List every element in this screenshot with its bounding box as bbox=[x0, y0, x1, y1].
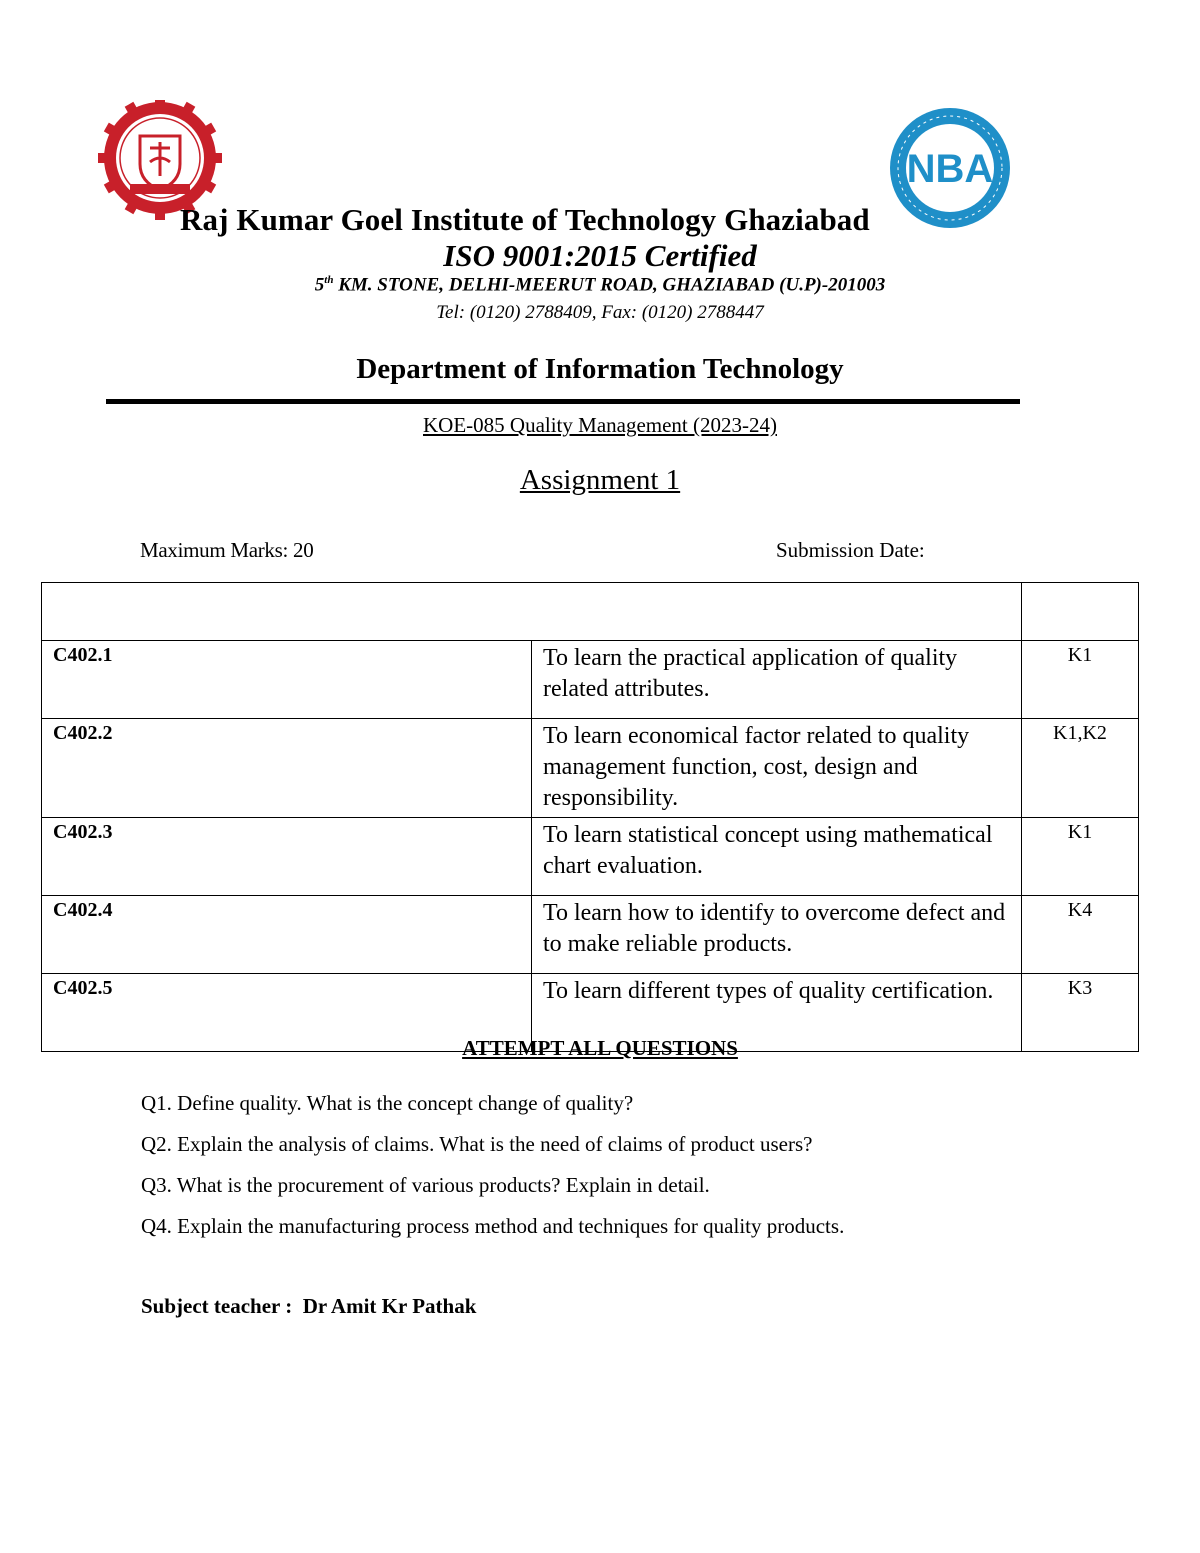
subject-teacher: Subject teacher : Dr Amit Kr Pathak bbox=[141, 1294, 477, 1318]
course-outcomes-table bbox=[41, 582, 1139, 1052]
outcome-code: C402.4 bbox=[42, 896, 532, 974]
table-row bbox=[42, 641, 1139, 719]
table-header-level-cell bbox=[1022, 583, 1139, 641]
institute-name: Raj Kumar Goel Institute of Technology Ghaziabad bbox=[180, 202, 870, 237]
outcome-level: K1 bbox=[1022, 818, 1139, 896]
table-header-cell bbox=[42, 583, 1022, 641]
table-row bbox=[42, 818, 1139, 896]
outcome-level: K1 bbox=[1022, 641, 1139, 719]
contact-numbers: Tel: (0120) 2788409, Fax: (0120) 2788447 bbox=[436, 302, 764, 323]
outcome-code: C402.2 bbox=[42, 719, 532, 818]
table-row bbox=[42, 719, 1139, 818]
institute-address: 5th KM. STONE, DELHI-MEERUT ROAD, GHAZIABAD (U.P)-201003 bbox=[314, 274, 886, 296]
question-2: Q2. Explain the analysis of claims. What is the need of claims of product users? bbox=[141, 1132, 813, 1156]
question-3: Q3. What is the procurement of various products? Explain in detail. bbox=[141, 1173, 710, 1197]
department-title: Department of Information Technology bbox=[356, 353, 844, 385]
header-divider bbox=[106, 399, 1020, 404]
outcome-code: C402.1 bbox=[42, 641, 532, 719]
outcome-description: To learn the practical application of quality related attributes. bbox=[532, 641, 1022, 719]
course-title: KOE-085 Quality Management (2023-24) bbox=[423, 413, 777, 437]
outcome-description: To learn statistical concept using mathematical chart evaluation. bbox=[532, 818, 1022, 896]
outcome-level: K3 bbox=[1022, 974, 1139, 1052]
outcome-code: C402.3 bbox=[42, 818, 532, 896]
question-4: Q4. Explain the manufacturing process method and techniques for quality products. bbox=[141, 1214, 845, 1238]
assignment-title: Assignment 1 bbox=[519, 464, 681, 496]
question-1: Q1. Define quality. What is the concept change of quality? bbox=[141, 1091, 634, 1115]
submission-date: Submission Date: bbox=[776, 538, 925, 562]
maximum-marks: Maximum Marks: 20 bbox=[140, 538, 314, 562]
table-header-row bbox=[42, 583, 1139, 641]
nba-text: NBA bbox=[906, 147, 994, 191]
instructions-heading: ATTEMPT ALL QUESTIONS bbox=[462, 1036, 738, 1060]
outcome-description: To learn how to identify to overcome defect and to make reliable products. bbox=[532, 896, 1022, 974]
nba-accreditation-logo bbox=[888, 106, 1012, 230]
outcome-code: C402.5 bbox=[42, 974, 532, 1052]
outcome-description: To learn economical factor related to quality management function, cost, design and responsibility. bbox=[532, 719, 1022, 818]
outcome-level: K4 bbox=[1022, 896, 1139, 974]
table-row bbox=[42, 896, 1139, 974]
outcome-description: To learn different types of quality certification. bbox=[532, 974, 1022, 1052]
iso-certification: ISO 9001:2015 Certified bbox=[443, 238, 757, 273]
outcome-level: K1,K2 bbox=[1022, 719, 1139, 818]
